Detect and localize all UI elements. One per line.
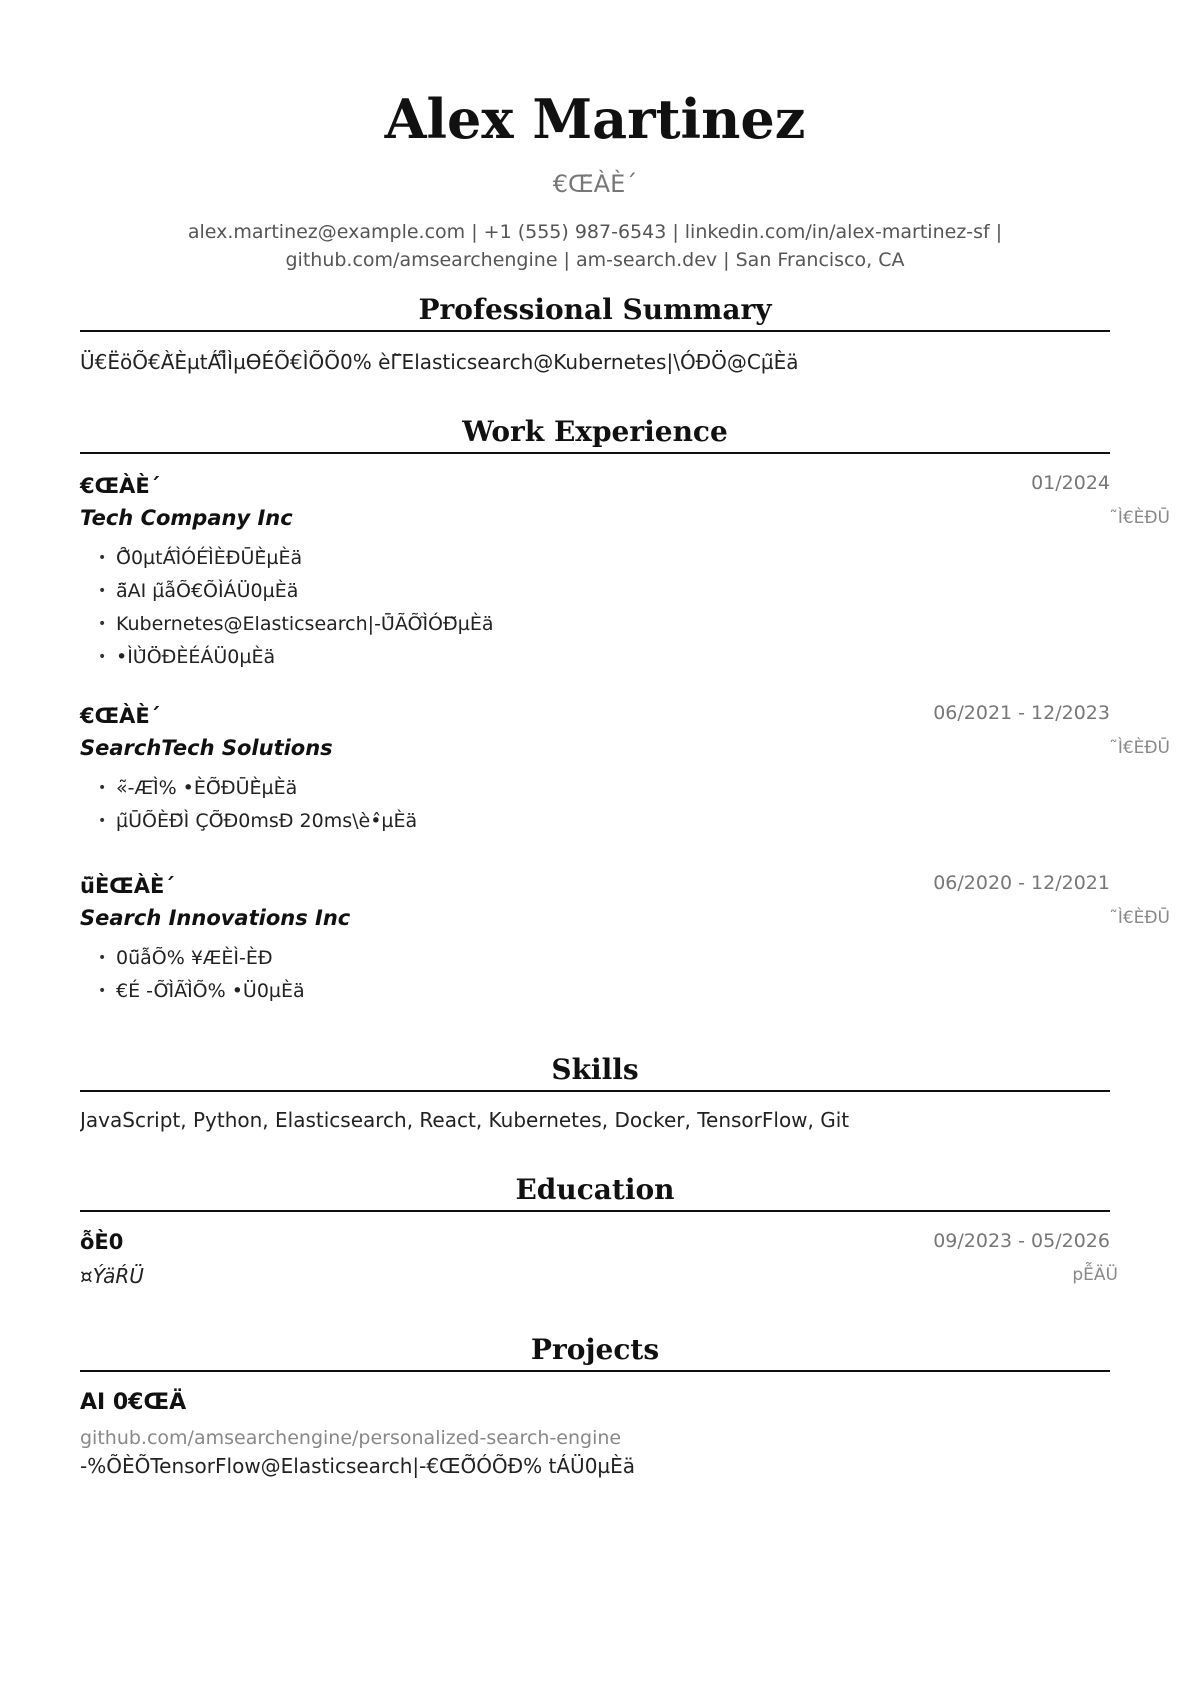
experience-section-title: Work Experience	[462, 415, 728, 448]
job-bullets	[116, 942, 1076, 1008]
job-bullet: • ä̃AI µ̃ẫÕ€ÕÌÁÜ0µÈä	[116, 575, 1076, 608]
experience-divider	[80, 452, 1110, 454]
project-description: -%ÕÈÕTensorFlow@Elasticsearch|-€ŒÕ̃ÓÕÐ% tÁÜ0µÈä	[80, 1454, 636, 1478]
contact-line-1: alex.martinez@example.com | +1 (555) 987-6543 | linkedin.com/in/alex-martinez-sf |	[187, 221, 1003, 243]
job-location: ˜Ì€ÈÐŪ	[1109, 908, 1170, 928]
job-location: ˜Ì€ÈÐŪ	[1109, 508, 1170, 528]
education-divider	[80, 1210, 1110, 1212]
job-role: ü̃ÈŒ̃ÀÈ´	[80, 874, 175, 898]
job-company: Search Innovations Inc	[80, 906, 351, 930]
education-date: 09/2023 - 05/2026	[933, 1230, 1110, 1252]
education-location: pỄÄÜ	[1072, 1265, 1118, 1285]
summary-divider	[80, 330, 1110, 332]
summary-section-title: Professional Summary	[418, 293, 772, 326]
job-date: 06/2021 - 12/2023	[933, 702, 1110, 724]
project-name: AI 0€ŒÄ	[80, 1390, 187, 1415]
job-bullet: • «̃-ÆÌ̃% •ÈÕ̃ÐŪÈ̂µÈä	[116, 772, 1076, 805]
job-bullet: • µ̃ŪÕÈÐ̃Ì ÇÕ̃Ð0msÐ 20ms\è•̂µÈä	[116, 805, 1076, 838]
job-bullet: • •ÌÙ̃ÖÐÈÉÁÜ0µÈä	[116, 641, 1076, 674]
resume-page	[80, 0, 1170, 1683]
candidate-headline: €Œ̃ÀÈ´	[552, 170, 638, 198]
job-role: €Œ̃ÀÈ´	[80, 474, 161, 498]
job-bullets	[116, 542, 1076, 674]
projects-divider	[80, 1370, 1110, 1372]
education-school: ỗÈ0	[80, 1230, 124, 1254]
job-bullet: • Kubernetes@Elasticsearch|-Ū̃ÃÕÌ̃ÓÐ̃µÈä	[116, 608, 1076, 641]
job-bullet: • 0ü̃ẫÕ% ¥ÆÈÌ-ÈÐ	[116, 942, 1076, 975]
contact-info	[170, 218, 1020, 274]
project-link[interactable]: github.com/amsearchengine/personalized-search-engine	[80, 1427, 622, 1449]
job-company: Tech Company Inc	[80, 506, 293, 530]
skills-section-title: Skills	[551, 1053, 639, 1086]
skills-text: JavaScript, Python, Elasticsearch, React, Kubernetes, Docker, TensorFlow, Git	[80, 1108, 850, 1132]
contact-line-2: github.com/amsearchengine | am-search.dev | San Francisco, CA	[285, 249, 905, 271]
job-date: 06/2020 - 12/2021	[933, 872, 1110, 894]
job-location: ˜Ì€ÈÐŪ	[1109, 738, 1170, 758]
job-bullet: • Ȏ̃0µtÁ̃Ì̃ÓÉÌ̃ÈÐŪÈ̂µÈä	[116, 542, 1076, 575]
job-role: €Œ̃ÀÈ´	[80, 704, 161, 728]
candidate-name: Alex Martinez	[384, 87, 806, 151]
summary-text: Ü€ËöÕ€À̃ÈµtÁ̃Ì̃̃ÌµƟÉÕ€ÌÕÕ0% èΓ̃Elasticsearch@Kubernetes|\ÓÐÖ@Cµ̃Èä	[80, 350, 799, 374]
job-date: 01/2024	[1031, 472, 1110, 494]
education-degree: ¤ÝäŔÜ	[80, 1264, 144, 1288]
education-section-title: Education	[515, 1173, 675, 1206]
skills-divider	[80, 1090, 1110, 1092]
job-bullets	[116, 772, 1076, 838]
projects-section-title: Projects	[530, 1333, 660, 1366]
job-company: SearchTech Solutions	[80, 736, 333, 760]
job-bullet: • €É -ÕÌ̃ÃÌ̃Õ% •Ü0µÈä	[116, 975, 1076, 1008]
